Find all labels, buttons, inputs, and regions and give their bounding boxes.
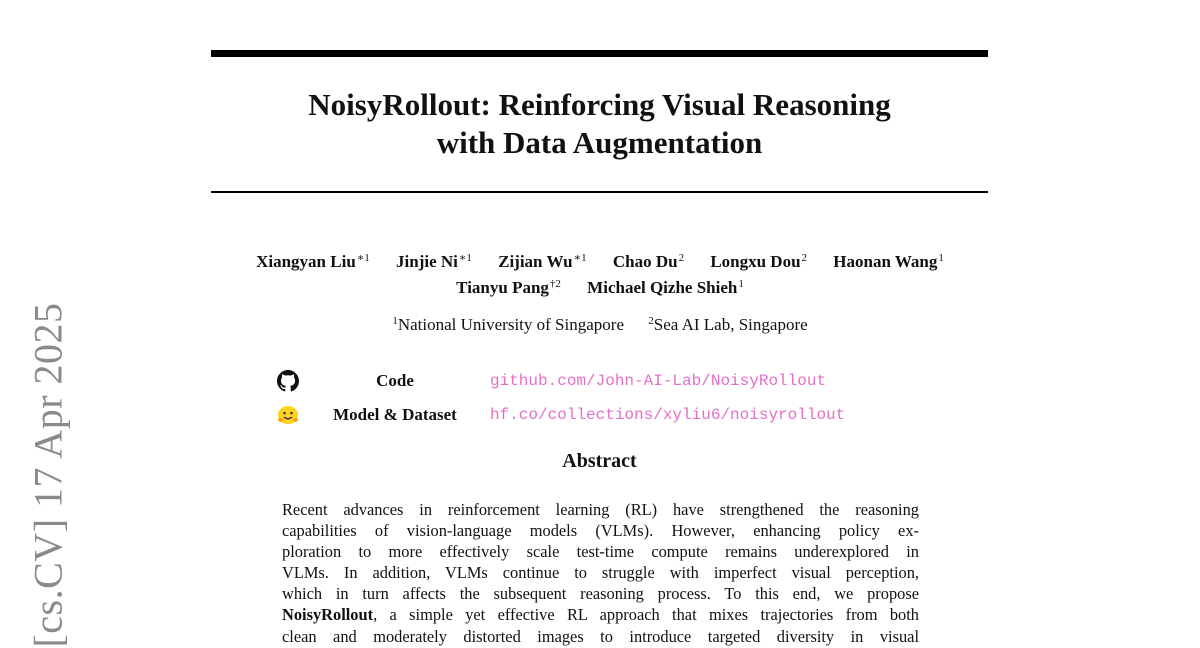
title-line-1: NoisyRollout: Reinforcing Visual Reasoning xyxy=(308,87,891,122)
affiliation: $^2$Sea AI Lab, Singapore xyxy=(648,315,808,334)
paper-title xyxy=(211,86,988,162)
abstract-line: which in turn affects the subsequent reasoning process. To this end, we propose xyxy=(282,584,919,604)
author: Tianyu Pang$^{\dagger 2}$ xyxy=(456,278,561,297)
abstract-line: clean and moderately distorted images to introduce targeted diversity in visual xyxy=(282,626,919,646)
abstract-body xyxy=(282,499,919,647)
model-dataset-link-row xyxy=(276,398,976,432)
affiliation-list xyxy=(200,315,1000,335)
model-dataset-label: Model & Dataset xyxy=(333,405,457,424)
github-icon xyxy=(276,369,300,393)
code-url-link[interactable]: github.com/John-AI-Lab/NoisyRollout xyxy=(490,372,827,390)
abstract-line: Recent advances in reinforcement learning (RL) have strengthened the reasoning xyxy=(282,500,919,519)
abstract-line: capabilities of vision-language models (VLMs). However, enhancing policy ex- xyxy=(282,521,919,541)
abstract-heading: Abstract xyxy=(562,450,637,472)
model-dataset-url-link[interactable]: hf.co/collections/xyliu6/noisyrollout xyxy=(490,406,846,424)
title-line-2: with Data Augmentation xyxy=(436,125,763,160)
huggingface-icon xyxy=(276,403,300,427)
abstract-line: ploration to more effectively scale test-time compute remains underexplored in xyxy=(282,542,919,562)
code-label: Code xyxy=(376,371,414,390)
author: Longxu Dou$^2$ xyxy=(710,252,808,271)
resource-links xyxy=(276,364,976,432)
author: Michael Qizhe Shieh$^1$ xyxy=(587,278,744,297)
title-bottom-rule xyxy=(211,191,988,193)
code-link-row xyxy=(276,364,976,398)
method-name: NoisyRollout xyxy=(282,605,374,625)
affiliation: $^1$National University of Singapore xyxy=(392,315,624,334)
title-top-rule xyxy=(211,50,988,57)
author: Chao Du$^2$ xyxy=(612,252,685,271)
abstract-line: NoisyRollout, a simple yet effective RL approach that mixes trajectories from both xyxy=(282,605,919,625)
author: Xiangyan Liu$^{∗1}$ xyxy=(256,252,370,271)
author: Haonan Wang$^1$ xyxy=(833,252,944,271)
author-list xyxy=(200,247,1000,299)
arxiv-stamp: [cs.CV] 17 Apr 2025 xyxy=(25,302,71,648)
abstract-line: VLMs. In addition, VLMs continue to struggle with imperfect visual perception, xyxy=(282,563,919,583)
author: Zijian $Wu^{∗1}$ xyxy=(498,252,587,271)
author: Jinjie $Ni^{∗1}$ xyxy=(396,252,472,271)
